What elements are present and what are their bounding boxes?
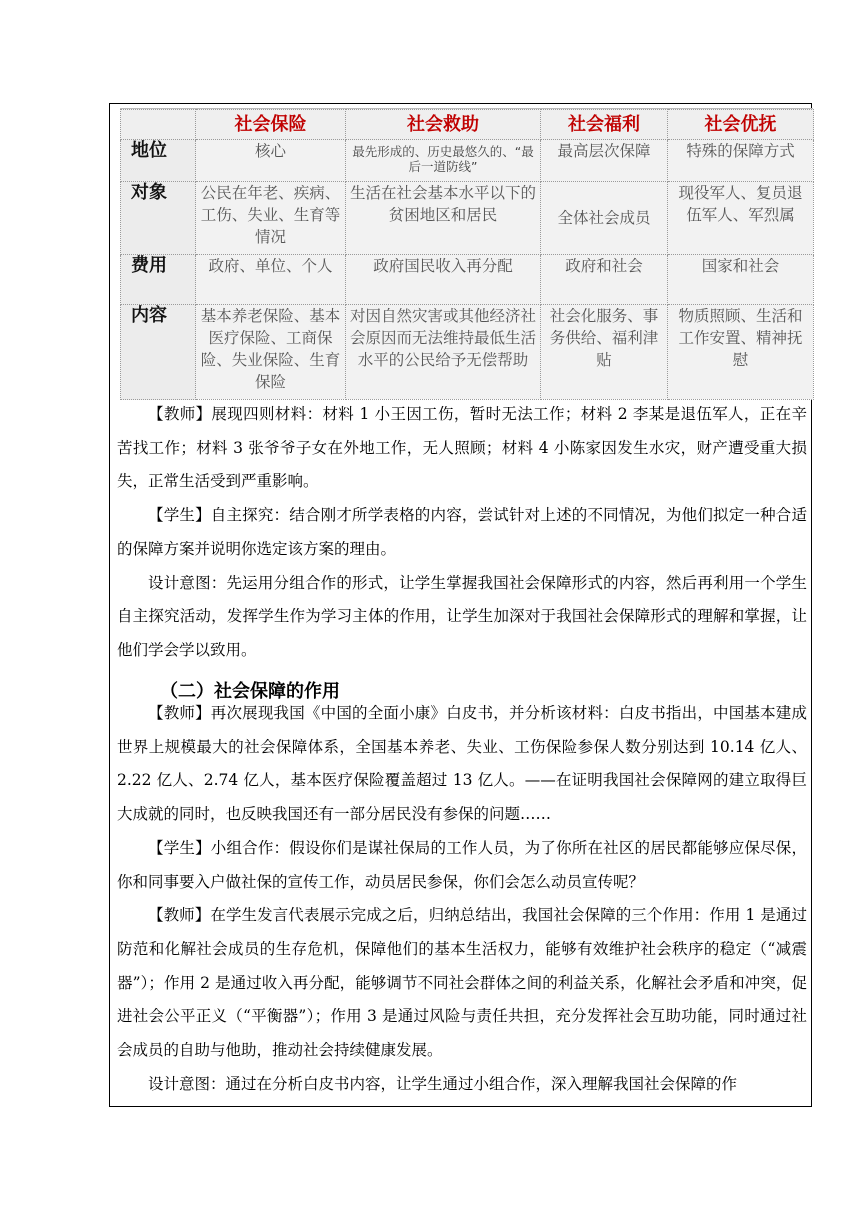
- table-cell: 政府、单位、个人: [196, 255, 346, 305]
- table-cell: 政府国民收入再分配: [346, 255, 541, 305]
- teacher-materials-paragraph: 【教师】展现四则材料：材料 1 小王因工伤，暂时无法工作；材料 2 李某是退伍军人，正在辛苦找工作；材料 3 张爷爷子女在外地工作，无人照顾；材料 4 小陈家因发生水灾，财产遭受重大损失，正常生活受到严重影响。: [117, 405, 807, 491]
- table-row: [121, 255, 814, 305]
- student-group-paragraph: 【学生】小组合作：假设你们是谋社保局的工作人员，为了你所在社区的居民都能够应保尽保，你和同事要入户做社保的宣传工作，动员居民参保，你们会怎么动员宣传呢？: [117, 838, 807, 891]
- section1-text: [117, 398, 807, 668]
- table-cell: 公民在年老、疾病、工伤、失业、生育等情况: [196, 182, 346, 255]
- header-social-welfare: 社会福利: [541, 110, 668, 140]
- table-cell: 全体社会成员: [541, 182, 668, 255]
- row-label-cost: 费用: [121, 255, 196, 305]
- header-social-care: 社会优抚: [668, 110, 814, 140]
- teacher-whitepaper-paragraph: 【教师】再次展现我国《中国的全面小康》白皮书，并分析该材料：白皮书指出，中国基本建成世界上规模最大的社会保障体系，全国基本养老、失业、工伤保险参保人数分别达到 10.14 亿人、2.22 亿人、2.74 亿人，基本医疗保险覆盖超过 13 亿人。——在证明我国社会保障网的建立取得巨大成就的同时，也反映我国还有一部分居民没有参保的问题……: [117, 704, 807, 824]
- design-intent-paragraph-2: 设计意图：通过在分析白皮书内容，让学生通过小组合作，深入理解我国社会保障的作: [148, 1074, 738, 1093]
- table-cell: 特殊的保障方式: [668, 140, 814, 182]
- student-inquiry-paragraph: 【学生】自主探究：结合刚才所学表格的内容，尝试针对上述的不同情况，为他们拟定一种合适的保障方案并说明你选定该方案的理由。: [117, 506, 807, 558]
- social-security-table: [120, 108, 813, 399]
- row-label-content: 内容: [121, 305, 196, 400]
- table-cell: 社会化服务、事务供给、福利津贴: [541, 305, 668, 400]
- design-intent-paragraph: 设计意图：先运用分组合作的形式，让学生掌握我国社会保障形式的内容，然后再利用一个学生自主探究活动，发挥学生作为学习主体的作用，让学生加深对于我国社会保障形式的理解和掌握，让他们学会学以致用。: [117, 573, 807, 659]
- table-cell: 生活在社会基本水平以下的贫困地区和居民: [346, 182, 541, 255]
- table-row: [121, 140, 814, 182]
- table-cell: 基本养老保险、基本医疗保险、工商保险、失业保险、生育保险: [196, 305, 346, 400]
- table-cell: 对因自然灾害或其他经济社会原因而无法维持最低生活水平的公民给予无偿帮助: [346, 305, 541, 400]
- section-heading: （二）社会保障的作用: [160, 681, 340, 702]
- table-cell: 国家和社会: [668, 255, 814, 305]
- table-cell: 现役军人、复员退伍军人、军烈属: [668, 182, 814, 255]
- table-cell: 最先形成的、历史最悠久的、“最后一道防线”: [346, 140, 541, 182]
- table-corner: [121, 110, 196, 140]
- table-row: [121, 305, 814, 400]
- table-cell: 物质照顾、生活和工作安置、精神抚慰: [668, 305, 814, 400]
- table-cell: 核心: [196, 140, 346, 182]
- header-social-assistance: 社会救助: [346, 110, 541, 140]
- section2-text: [117, 697, 807, 1101]
- teacher-summary-paragraph: 【教师】在学生发言代表展示完成之后，归纳总结出，我国社会保障的三个作用：作用 1 是通过防范和化解社会成员的生存危机，保障他们的基本生活权力，能够有效维护社会秩序的稳定（“减震器”）；作用 2 是通过收入再分配，能够调节不同社会群体之间的利益关系，化解社会矛盾和冲突，促进社会公平正义（“平衡器”）；作用 3 是通过风险与责任共担，充分发挥社会互助功能，同时通过社会成员的自助与他助，推动社会持续健康发展。: [117, 906, 807, 1060]
- table-header-row: [121, 110, 814, 140]
- table-row: [121, 182, 814, 255]
- header-social-insurance: 社会保险: [196, 110, 346, 140]
- row-label-status: 地位: [121, 140, 196, 182]
- table-cell: 最高层次保障: [541, 140, 668, 182]
- row-label-target: 对象: [121, 182, 196, 255]
- table-cell: 政府和社会: [541, 255, 668, 305]
